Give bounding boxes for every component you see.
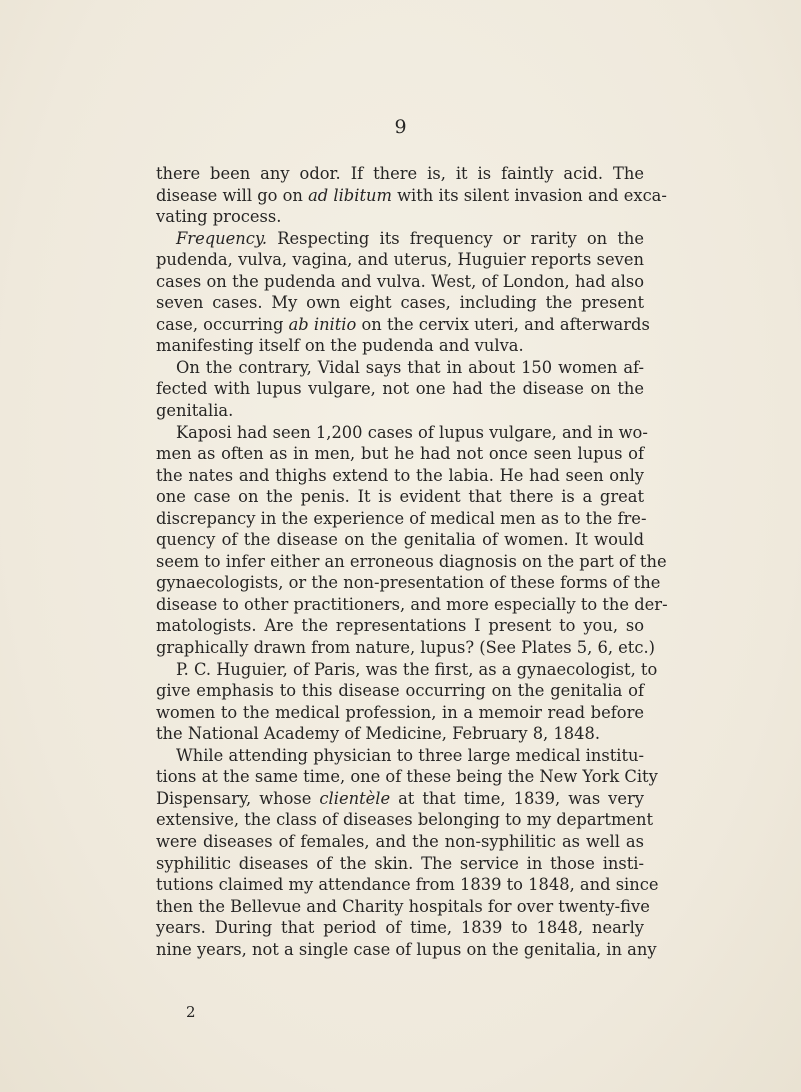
text-run: cases on the pudenda and vulva. West, of London, had also [156, 271, 644, 291]
text-run: disease to other practitioners, and more especially to the der- [156, 594, 668, 614]
text-run: then the Bellevue and Charity hospitals for over twenty-five [156, 896, 650, 916]
text-line [156, 831, 644, 853]
signature-mark: 2 [186, 1003, 196, 1021]
text-line [156, 572, 661, 594]
text-line [156, 766, 658, 788]
text-run: at that time, 1839, was very [390, 788, 644, 808]
text-run: gynaecologists, or the non-presentation of these forms of the [156, 573, 661, 593]
text-run: nine years, not a single case of lupus on the genitalia, in any [156, 939, 657, 959]
text-run: Dispensary, whose [156, 788, 320, 808]
text-run: disease will go on [156, 185, 309, 205]
text-run: men as often as in men, but he had not once seen lupus of [156, 444, 644, 464]
text-run: extensive, the class of diseases belonging to my department [156, 810, 654, 830]
text-run: the National Academy of Medicine, February 8, 1848. [156, 724, 601, 744]
text-line [156, 637, 655, 659]
text-run: genitalia. [156, 401, 234, 421]
text-run: case, occurring [156, 314, 289, 334]
text-line [156, 874, 659, 896]
text-line [156, 206, 644, 228]
text-line [156, 551, 667, 573]
text-run: syphilitic diseases of the skin. The service in those insti- [156, 853, 644, 873]
text-line [156, 486, 644, 508]
text-run: Respecting its frequency or rarity on the [267, 228, 644, 248]
text-run: discrepancy in the experience of medical men as to the fre- [156, 508, 647, 528]
text-run: women to the medical profession, in a memoir read before [156, 702, 644, 722]
text-line [156, 529, 644, 551]
text-line [156, 809, 654, 831]
text-line [156, 896, 650, 918]
text-line [156, 917, 644, 939]
text-line [156, 378, 644, 400]
text-line [156, 422, 648, 444]
text-run: Kaposi had seen 1,200 cases of lupus vulgare, and in wo- [176, 422, 648, 442]
text-line [156, 400, 644, 422]
text-run: give emphasis to this disease occurring on the genitalia of [156, 681, 644, 701]
text-run: one case on the penis. It is evident that there is a great [156, 487, 644, 507]
text-line [156, 228, 644, 250]
text-line [156, 702, 644, 724]
text-line [156, 443, 644, 465]
text-run: tutions claimed my attendance from 1839 to 1848, and since [156, 875, 659, 895]
text-line [156, 615, 644, 637]
text-line [156, 939, 657, 961]
text-run: vating process. [156, 207, 282, 227]
page-number: 9 [394, 116, 407, 138]
text-line [156, 335, 644, 357]
text-run: there been any odor. If there is, it is faintly acid. The [156, 164, 644, 183]
italic-phrase: ab initio [288, 314, 357, 334]
text-run: seven cases. My own eight cases, including the present [156, 293, 644, 313]
text-run: with its silent invasion and exca- [391, 185, 667, 205]
text-run: While attending physician to three large medical institu- [176, 745, 644, 765]
text-run: were diseases of females, and the non-syphilitic as well as [156, 831, 644, 851]
text-line [156, 271, 644, 293]
text-line [156, 249, 644, 271]
text-line [156, 163, 644, 185]
text-line [156, 357, 644, 379]
italic-phrase: Frequency. [176, 228, 268, 248]
text-line [156, 745, 644, 767]
text-line [156, 853, 644, 875]
text-line [156, 594, 668, 616]
text-line [156, 723, 644, 745]
text-run: pudenda, vulva, vagina, and uterus, Huguier reports seven [156, 250, 644, 270]
text-line [156, 508, 647, 530]
text-run: graphically drawn from nature, lupus? (See Plates 5, 6, etc.) [156, 638, 655, 658]
body-text [156, 163, 668, 960]
text-run: P. C. Huguier, of Paris, was the first, as a gynaecologist, to [176, 659, 658, 679]
text-line [156, 659, 658, 681]
text-run: seem to infer either an erroneous diagnosis on the part of the [156, 551, 667, 571]
text-line [156, 788, 644, 810]
text-run: On the contrary, Vidal says that in about 150 women af- [176, 357, 644, 377]
text-run: tions at the same time, one of these being the New York City [156, 767, 658, 787]
italic-phrase: clientèle [319, 788, 391, 808]
text-run: years. During that period of time, 1839 to 1848, nearly [156, 918, 644, 938]
italic-phrase: ad libitum [308, 185, 392, 205]
text-line [156, 314, 650, 336]
text-run: manifesting itself on the pudenda and vulva. [156, 336, 524, 356]
text-run: the nates and thighs extend to the labia. He had seen only [156, 465, 644, 485]
text-run: on the cervix uteri, and afterwards [356, 314, 650, 334]
text-run: quency of the disease on the genitalia of women. It would [156, 530, 644, 550]
text-line [156, 680, 644, 702]
text-line [156, 465, 644, 487]
text-line [156, 292, 644, 314]
text-run: fected with lupus vulgare, not one had the disease on the [156, 379, 644, 399]
text-run: matologists. Are the representations I present to you, so [156, 616, 644, 636]
text-line [156, 185, 667, 207]
